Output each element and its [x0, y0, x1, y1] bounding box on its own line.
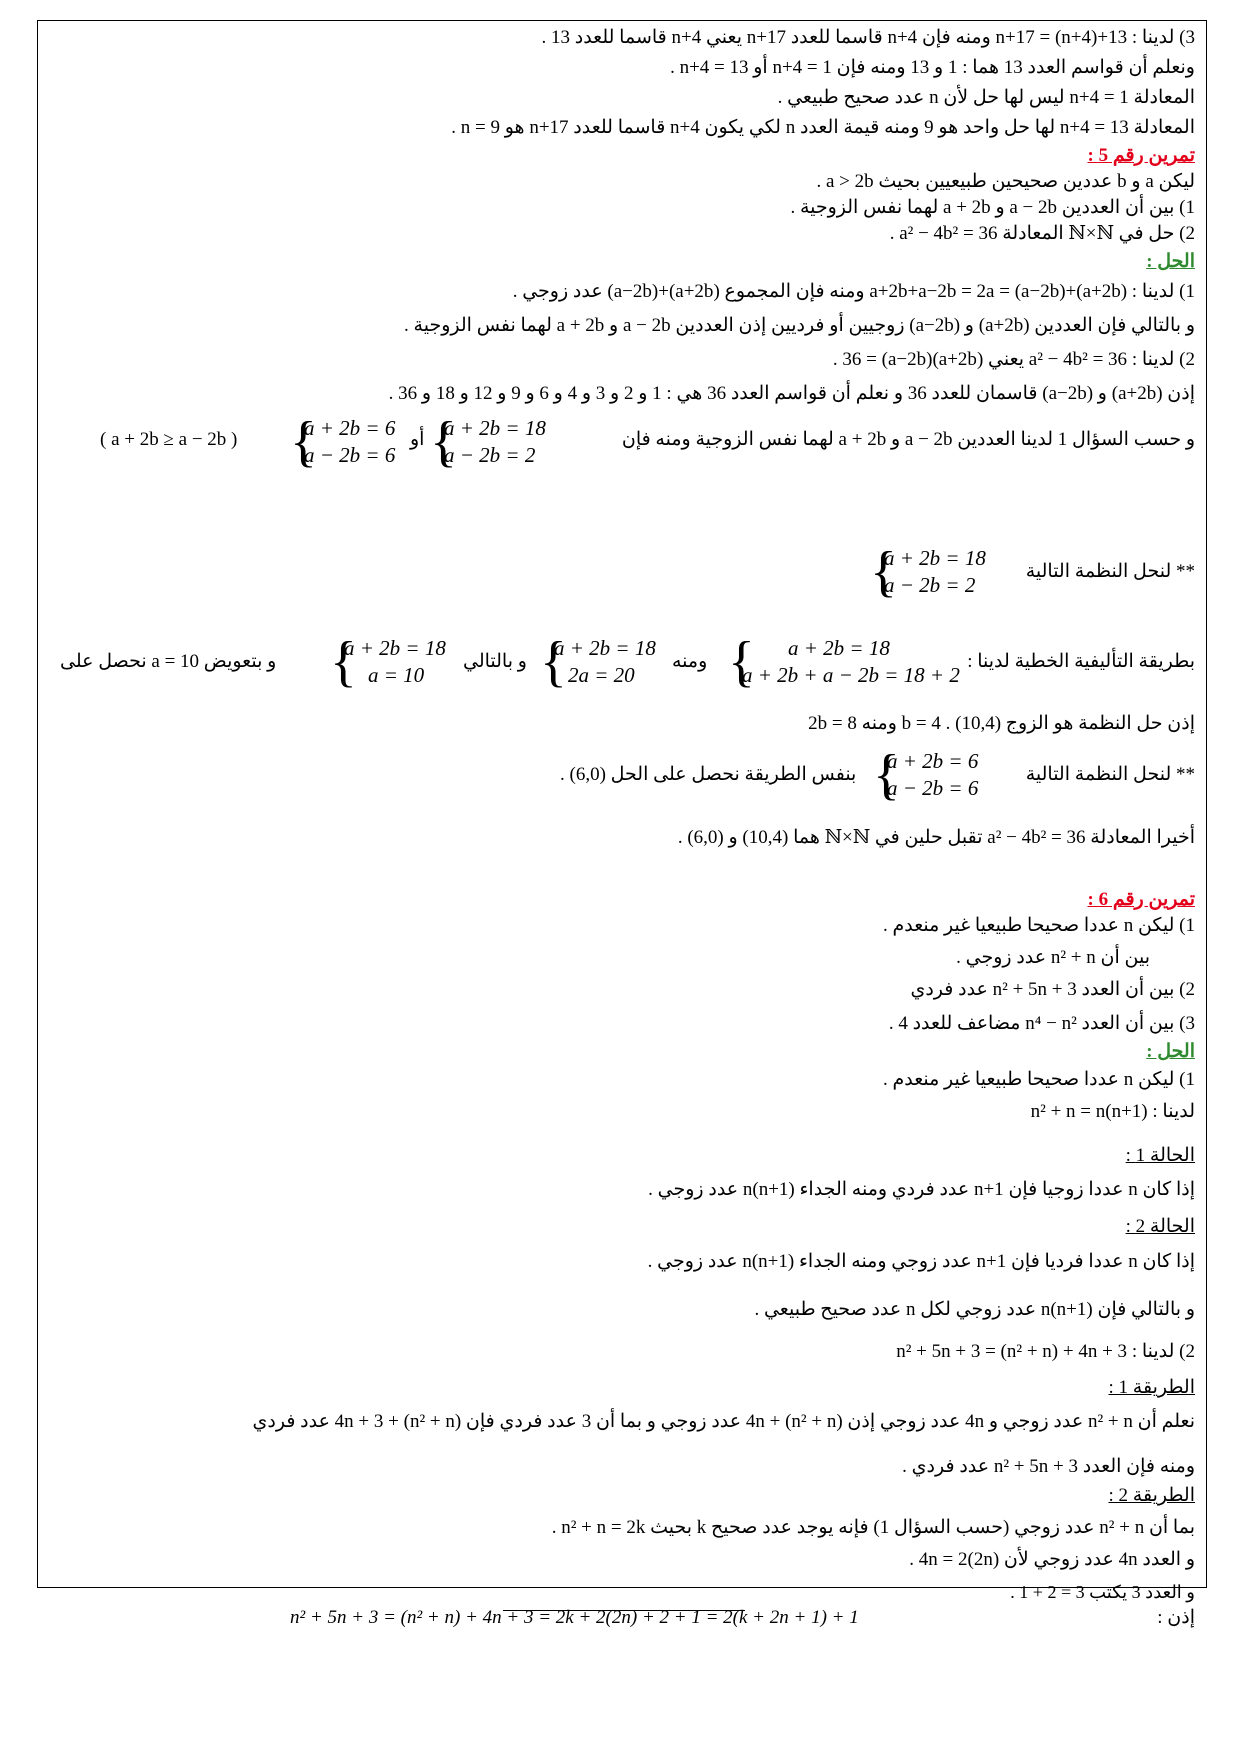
text-line: 1) بين أن العددين a − 2b و a + 2b لهما نفس الزوجية .: [790, 197, 1195, 218]
system-s1: { a + 2b = 18 a − 2b = 2: [430, 411, 546, 473]
system-s6: { a + 2b = 18 a = 10: [330, 631, 446, 693]
text-line: 3) بين أن العدد n⁴ − n² مضاعف للعدد 4 .: [888, 1013, 1195, 1034]
system-s5: { a + 2b = 18 2a = 20: [540, 631, 656, 693]
text-line: ومنه: [672, 651, 708, 672]
text-line: و بالتالي فإن العددين (a+2b) و (a−2b) زوجيين أو فرديين إذن العددين a − 2b و a + 2b لهما نفس الزوجية .: [404, 315, 1195, 336]
text-line: نعلم أن n² + n عدد زوجي و 4n عدد زوجي إذن (n² + n) + 4n عدد زوجي و بما أن 3 عدد فردي فإن (n² + n) + 4n + 3 عدد فردي: [252, 1411, 1195, 1432]
text-line: إذن :: [1157, 1607, 1195, 1628]
solution-title: الحل :: [1146, 1041, 1195, 1062]
method-1-title: الطريقة 1 :: [1108, 1377, 1195, 1398]
exercise-5-title: تمرين رقم 5 :: [1087, 145, 1195, 166]
method-2-title: الطريقة 2 :: [1108, 1485, 1195, 1506]
text-line: 2) بين أن العدد n² + 5n + 3 عدد فردي: [910, 979, 1195, 1000]
text-line: ** لنحل النظمة التالية: [1025, 764, 1195, 785]
system-s2: { a + 2b = 6 a − 2b = 6: [290, 411, 396, 473]
text-line: إذا كان n عددا فرديا فإن n+1 عدد زوجي ومنه الجداء n(n+1) عدد زوجي .: [647, 1251, 1195, 1272]
system-s3: { a + 2b = 18 a − 2b = 2: [870, 541, 986, 603]
text-or: أو: [410, 429, 425, 450]
text-line: بما أن n² + n عدد زوجي (حسب السؤال 1) فإنه يوجد عدد صحيح k بحيث n² + n = 2k .: [551, 1517, 1195, 1538]
text-line: و بالتالي فإن n(n+1) عدد زوجي لكل n عدد صحيح طبيعي .: [754, 1299, 1195, 1320]
text-line: ( a + 2b ≥ a − 2b ): [100, 429, 238, 450]
system-s7: { a + 2b = 6 a − 2b = 6: [873, 744, 979, 806]
text-line: و بالتالي: [463, 651, 527, 672]
text-line: المعادلة n+4 = 1 ليس لها حل لأن n عدد صحيح طبيعي .: [777, 87, 1195, 108]
exercise-6-title: تمرين رقم 6 :: [1087, 889, 1195, 910]
text-line: و بتعويض a = 10 نحصل على: [60, 651, 277, 672]
text-line: 1) لدينا : (a+2b)+(a−2b) = a+2b+a−2b = 2a ومنه فإن المجموع (a+2b)+(a−2b) عدد زوجي .: [512, 281, 1195, 302]
system-s4: { a + 2b = 18 a + 2b + a − 2b = 18 + 2: [728, 631, 960, 693]
text-line: المعادلة n+4 = 13 لها حل واحد هو 9 ومنه قيمة العدد n لكي يكون n+4 قاسما للعدد n+17 هو n = 9 .: [451, 117, 1195, 138]
text-line: إذا كان n عددا زوجيا فإن n+1 عدد فردي ومنه الجداء n(n+1) عدد زوجي .: [648, 1179, 1195, 1200]
text-line: أخيرا المعادلة a² − 4b² = 36 تقبل حلين في ℕ×ℕ هما (10,4) و (6,0) .: [677, 827, 1195, 848]
text-line: بنفس الطريقة نحصل على الحل (6,0) .: [560, 764, 857, 785]
text-line: ** لنحل النظمة التالية: [1025, 561, 1195, 582]
text-line: 2) لدينا : n² + 5n + 3 = (n² + n) + 4n + 3: [896, 1341, 1195, 1362]
text-line: لدينا : n² + n = n(n+1): [1030, 1101, 1195, 1122]
case-2-title: الحالة 2 :: [1125, 1216, 1195, 1237]
text-line: و حسب السؤال 1 لدينا العددين a − 2b و a + 2b لهما نفس الزوجية ومنه فإن: [621, 429, 1195, 450]
text-line: 2) لدينا : a² − 4b² = 36 يعني (a+2b)(a−2b) = 36 .: [832, 349, 1195, 370]
text-line: 2b = 8 ومنه b = 4 . إذن حل النظمة هو الزوج (10,4): [808, 713, 1195, 734]
text-line: إذن (a+2b) و (a−2b) قاسمان للعدد 36 و نعلم أن قواسم العدد 36 هي : 1 و 2 و 3 و 4 و 6 و 9 و 12 و 18 و 36 .: [388, 383, 1195, 404]
solution-title: الحل :: [1146, 251, 1195, 272]
text-line: ليكن a و b عددين صحيحين طبيعيين بحيث a > 2b .: [816, 171, 1195, 192]
text-line: 2) حل في ℕ×ℕ المعادلة a² − 4b² = 36 .: [889, 223, 1195, 244]
case-1-title: الحالة 1 :: [1125, 1145, 1195, 1166]
text-line: 1) ليكن n عددا صحيحا طبيعيا غير منعدم .: [882, 1069, 1195, 1090]
text-line: بطريقة التأليفية الخطية لدينا :: [967, 651, 1195, 672]
footer-rule: [503, 1610, 745, 1611]
formula-line: n² + 5n + 3 = (n² + n) + 4n + 3 = 2k + 2(2n) + 2 + 1 = 2(k + 2n + 1) + 1: [290, 1607, 859, 1628]
text-line: ونعلم أن قواسم العدد 13 هما : 1 و 13 ومنه فإن n+4 = 1 أو n+4 = 13 .: [670, 57, 1195, 78]
text-line: ومنه فإن العدد n² + 5n + 3 عدد فردي .: [902, 1456, 1195, 1477]
text-line: 1) ليكن n عددا صحيحا طبيعيا غير منعدم .: [882, 915, 1195, 936]
text-line: بين أن n² + n عدد زوجي .: [956, 947, 1150, 968]
text-line: و العدد 4n عدد زوجي لأن 4n = 2(2n) .: [909, 1549, 1195, 1570]
text-line: 3) لدينا : n+17 = (n+4)+13 ومنه فإن n+4 قاسما للعدد n+17 يعني n+4 قاسما للعدد 13 .: [541, 27, 1195, 48]
text-line: و العدد 3 يكتب 3 = 2 + 1 .: [1010, 1582, 1195, 1602]
